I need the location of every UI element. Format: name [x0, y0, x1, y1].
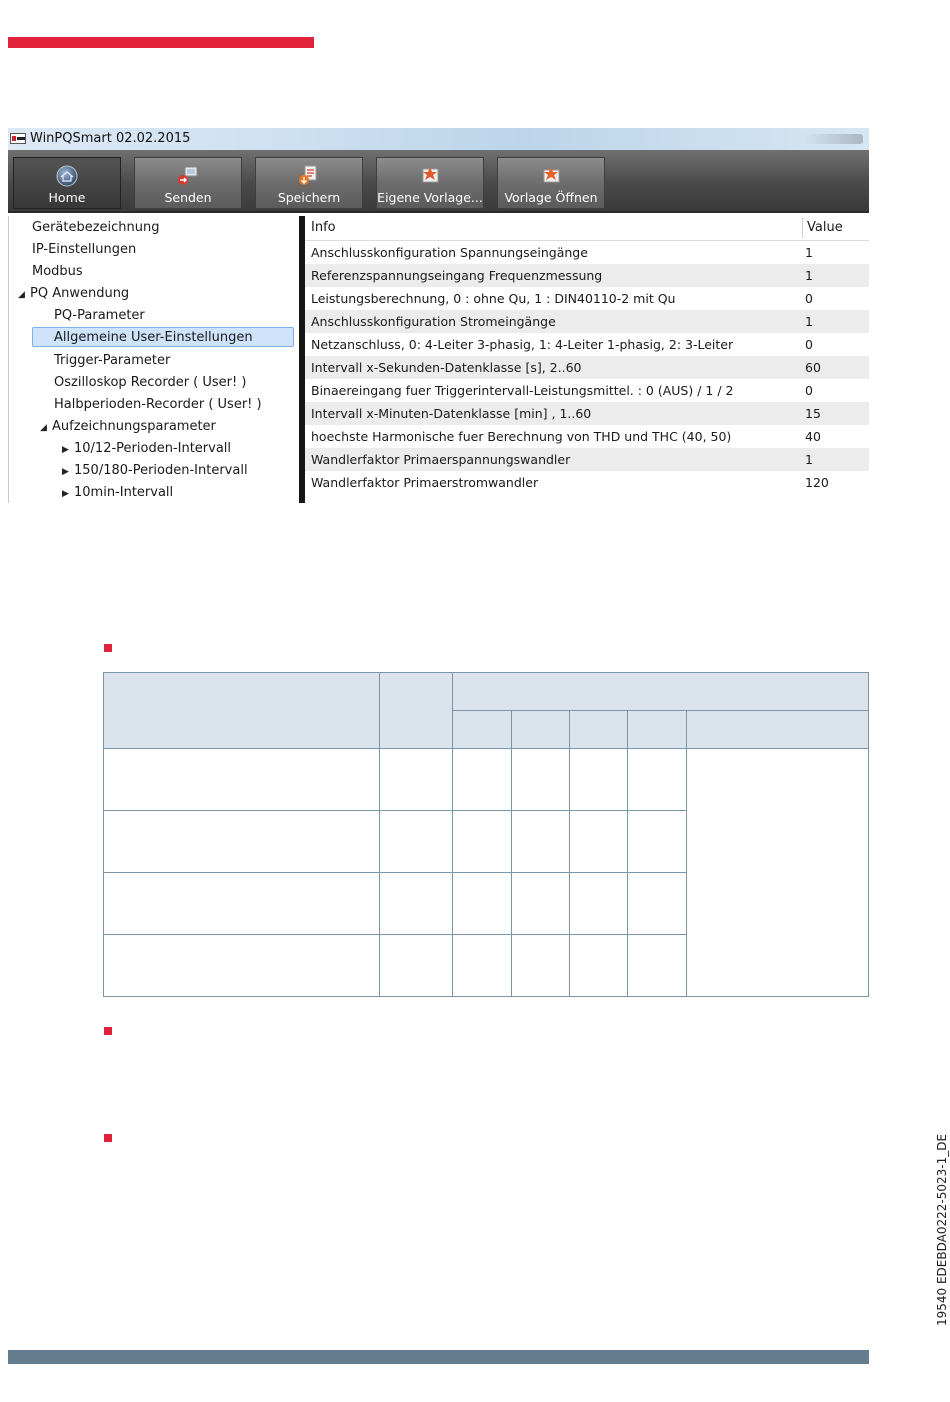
bullet-marker [104, 644, 112, 652]
expand-icon[interactable]: ▶ [62, 467, 69, 477]
document-table [103, 672, 869, 997]
send-button[interactable] [134, 157, 242, 209]
app-icon[interactable] [10, 133, 26, 144]
open-template-icon [539, 164, 563, 188]
save-button[interactable] [255, 157, 363, 209]
table-row[interactable]: Intervall x-Minuten-Datenklasse [min] , 1..60 15 [305, 402, 869, 425]
document-code: 19540 EDEBDA0222-5023-1_DE [935, 1133, 949, 1327]
open-template-button-label: Vorlage Öffnen [504, 190, 598, 205]
table-row[interactable]: Leistungsberechnung, 0 : ohne Qu, 1 : DIN40110-2 mit Qu 0 [311, 291, 813, 306]
top-accent-bar [8, 37, 314, 48]
tree-item-oscilloscope-recorder[interactable]: Oszilloskop Recorder ( User! ) [54, 375, 247, 390]
footer-bar [8, 1350, 869, 1364]
home-button-label: Home [48, 190, 86, 205]
title-bar [8, 128, 869, 150]
tree-item-10-12-period-interval[interactable]: ▶ 10/12-Perioden-Intervall [62, 441, 232, 456]
table-row[interactable]: Anschlusskonfiguration Stromeingänge 1 [305, 310, 869, 333]
send-button-label: Senden [164, 190, 212, 205]
home-icon [55, 164, 79, 188]
table-row[interactable]: Wandlerfaktor Primaerstromwandler 120 [311, 475, 829, 490]
own-template-button[interactable] [376, 157, 484, 209]
table-row[interactable]: Wandlerfaktor Primaerspannungswandler 1 [305, 448, 869, 471]
tree-item-pq-application[interactable]: ◢ PQ Anwendung [18, 286, 130, 301]
table-row[interactable]: Netzanschluss, 0: 4-Leiter 3-phasig, 1: 4-Leiter 1-phasig, 2: 3-Leiter 0 [311, 337, 813, 352]
column-divider[interactable] [802, 218, 803, 238]
own-template-button-label: Eigene Vorlage... [377, 190, 483, 205]
tree-item-pq-parameter[interactable]: PQ-Parameter [54, 308, 145, 323]
table-row[interactable]: hoechste Harmonische fuer Berechnung von THD und THC (40, 50) 40 [311, 429, 821, 444]
bullet-marker [104, 1134, 112, 1142]
ribbon-toolbar [8, 150, 869, 213]
table-row[interactable]: Intervall x-Sekunden-Datenklasse [s], 2..60 60 [305, 356, 869, 379]
tree-item-general-user-settings[interactable]: Allgemeine User-Einstellungen [32, 327, 294, 347]
tree-item-recording-parameters[interactable]: ◢ Aufzeichnungsparameter [40, 419, 216, 434]
navigation-tree [8, 216, 299, 503]
tree-item-modbus[interactable]: Modbus [32, 264, 83, 279]
tree-item-device-name[interactable]: Gerätebezeichnung [32, 220, 160, 235]
open-template-button[interactable] [497, 157, 605, 209]
expand-icon[interactable]: ▶ [62, 445, 69, 455]
save-button-label: Speichern [277, 190, 341, 205]
home-button[interactable] [13, 157, 121, 209]
tree-item-half-period-recorder[interactable]: Halbperioden-Recorder ( User! ) [54, 397, 262, 412]
table-row[interactable]: Anschlusskonfiguration Spannungseingänge 1 [311, 245, 813, 260]
column-header-info[interactable]: Info [311, 220, 336, 235]
column-header-value[interactable]: Value [807, 220, 843, 235]
template-icon [418, 164, 442, 188]
parameter-grid [305, 216, 869, 503]
window-title: WinPQSmart 02.02.2015 [30, 131, 191, 146]
expand-icon[interactable]: ▶ [62, 489, 69, 499]
tree-item-ip-settings[interactable]: IP-Einstellungen [32, 242, 137, 257]
tree-item-150-180-period-interval[interactable]: ▶ 150/180-Perioden-Intervall [62, 463, 248, 478]
table-row[interactable]: Binaereingang fuer Triggerintervall-Leistungsmittel. : 0 (AUS) / 1 / 2 0 [311, 383, 813, 398]
save-icon [297, 164, 321, 188]
grid-header [305, 216, 869, 241]
tree-item-trigger-parameter[interactable]: Trigger-Parameter [54, 353, 171, 368]
send-icon [176, 164, 200, 188]
table-row[interactable]: Referenzspannungseingang Frequenzmessung 1 [305, 264, 869, 287]
collapse-icon[interactable]: ◢ [40, 423, 47, 433]
tree-item-10min-interval[interactable]: ▶ 10min-Intervall [62, 485, 174, 500]
app-window [8, 128, 869, 503]
title-bar-controls [803, 134, 863, 144]
bullet-marker [104, 1027, 112, 1035]
collapse-icon[interactable]: ◢ [18, 290, 25, 300]
